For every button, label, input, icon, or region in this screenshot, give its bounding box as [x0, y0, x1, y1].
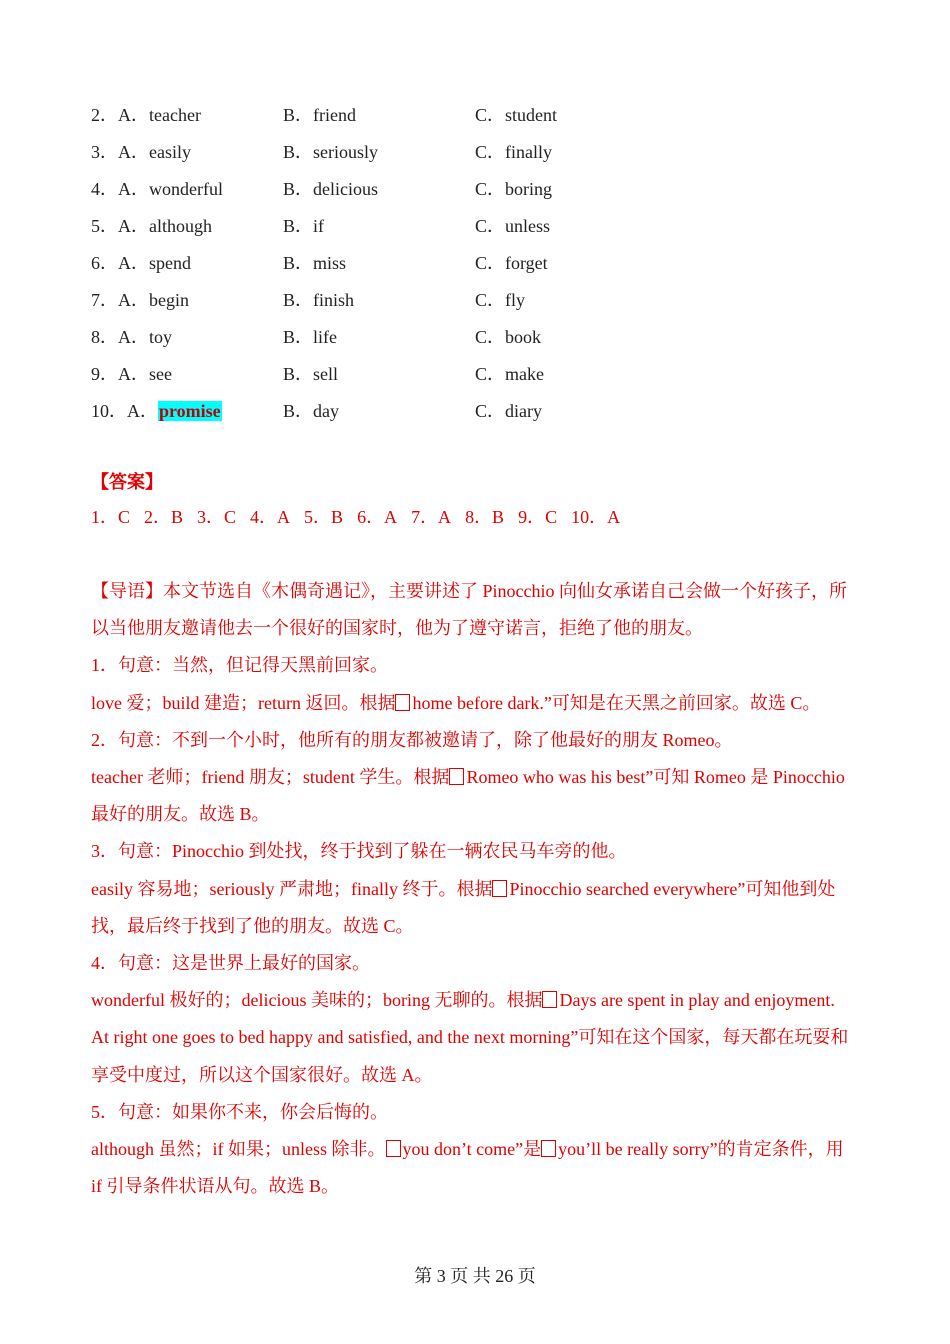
option-row — [91, 171, 871, 208]
q1-title: 1．句意：当然，但记得天黑前回家。 — [91, 655, 388, 676]
option-a: 2．A．teacher — [91, 105, 201, 125]
intro-paragraph: 【导语】本文节选自《木偶奇遇记》，主要讲述了 Pinocchio 向仙女承诺自己会做一个好孩子，所以当他朋友邀请他去一个很好的国家时，他为了遵守诺言，拒绝了他的朋友。 — [91, 581, 847, 639]
option-c: C．make — [475, 364, 544, 384]
option-c: C．unless — [475, 216, 551, 236]
option-b: B．seriously — [283, 142, 379, 162]
option-c: C．diary — [475, 401, 542, 421]
options-list — [91, 97, 871, 430]
q1-analysis-text-2: home before dark.”可知是在天黑之前回家。故选 C。 — [412, 692, 821, 713]
q2-analysis-text: teacher 老师；friend 朋友；student 学生。根据 — [91, 767, 450, 788]
q2-analysis — [91, 759, 851, 833]
option-row — [91, 282, 871, 319]
q3-analysis — [91, 871, 851, 945]
option-row — [91, 208, 871, 245]
answer-item: 3．C — [197, 507, 237, 527]
highlighted-answer: promise — [159, 401, 221, 421]
q5-analysis — [91, 1131, 851, 1205]
option-c: C．boring — [475, 179, 553, 199]
option-b: B．day — [283, 401, 339, 421]
answer-item: 9．C — [518, 507, 558, 527]
option-b: B．delicious — [283, 179, 378, 199]
option-c: C．student — [475, 105, 558, 125]
option-row — [91, 245, 871, 282]
answer-item: 10．A — [571, 507, 621, 527]
q3-analysis-text-2: Pinocchio searched everywhere”可知他到处找，最后终于找到了他的朋友。故选 C。 — [91, 878, 836, 936]
q5-analysis-text-3: you’ll be really sorry”的肯定条件，用 if 引导条件状语从句。故选 B。 — [91, 1139, 844, 1197]
missing-glyph-box — [542, 991, 557, 1008]
option-row — [91, 97, 871, 134]
option-a: 5．A．although — [91, 216, 212, 236]
answer-item: 4．A — [250, 507, 291, 527]
q2-title: 2．句意：不到一个小时，他所有的朋友都被邀请了，除了他最好的朋友 Romeo。 — [91, 729, 733, 750]
q4-analysis-text: wonderful 极好的；delicious 美味的；boring 无聊的。根据 — [91, 990, 543, 1011]
option-c: C．forget — [475, 253, 548, 273]
option-a: 8．A．toy — [91, 327, 172, 347]
q1-analysis — [91, 685, 851, 722]
option-row — [91, 319, 871, 356]
missing-glyph-box — [541, 1140, 556, 1157]
missing-glyph-box — [492, 880, 507, 897]
answer-heading: 【答案】 — [91, 472, 163, 492]
option-a: 4．A．wonderful — [91, 179, 223, 199]
q1-analysis-text: love 爱；build 建造；return 返回。根据 — [91, 692, 396, 713]
option-a: 7．A．begin — [91, 290, 189, 310]
q3-title: 3．句意：Pinocchio 到处找，终于找到了躲在一辆农民马车旁的他。 — [91, 841, 627, 862]
missing-glyph-box — [386, 1140, 401, 1157]
answer-item: 5．B — [304, 507, 344, 527]
q5-title: 5．句意：如果你不来，你会后悔的。 — [91, 1101, 388, 1122]
option-number: 10．A． — [91, 401, 158, 421]
answer-item: 8．B — [465, 507, 505, 527]
option-row — [91, 356, 871, 393]
option-c: C．book — [475, 327, 542, 347]
option-c: C．finally — [475, 142, 552, 162]
q2-analysis-text-2: Romeo who was his best”可知 Romeo 是 Pinocchio 最好的朋友。故选 B。 — [91, 767, 845, 825]
q5-analysis-text-2: you don’t come”是 — [402, 1139, 542, 1160]
option-c: C．fly — [475, 290, 526, 310]
option-b: B．friend — [283, 105, 356, 125]
option-b: B．if — [283, 216, 325, 236]
answer-item: 2．B — [144, 507, 184, 527]
q4-analysis-text-2: Days are spent in play and enjoyment. At right one goes to bed happy and satisfied, and the next morning”可知在这个国家，每天都在玩耍和享受中度过，所以这个国家很好。故选 A。 — [91, 990, 849, 1085]
option-b: B．life — [283, 327, 337, 347]
q3-analysis-text: easily 容易地；seriously 严肃地；finally 终于。根据 — [91, 878, 493, 899]
option-b: B．finish — [283, 290, 355, 310]
explanation — [91, 573, 851, 1205]
q5-analysis-text: although 虽然；if 如果；unless 除非。 — [91, 1139, 386, 1160]
option-row — [91, 393, 871, 430]
answer-item: 7．A — [411, 507, 452, 527]
answer-list — [91, 503, 634, 529]
answer-item: 1．C — [91, 507, 131, 527]
option-row — [91, 134, 871, 171]
option-a: 6．A．spend — [91, 253, 191, 273]
answer-item: 6．A — [357, 507, 398, 527]
option-a: 3．A．easily — [91, 142, 191, 162]
missing-glyph-box — [449, 768, 464, 785]
option-a — [91, 393, 222, 430]
q4-analysis — [91, 982, 851, 1094]
missing-glyph-box — [395, 694, 410, 711]
q4-title: 4．句意：这是世界上最好的国家。 — [91, 953, 370, 974]
option-a: 9．A．see — [91, 364, 172, 384]
option-b: B．miss — [283, 253, 347, 273]
page-footer: 第 3 页 共 26 页 — [414, 1266, 536, 1286]
option-b: B．sell — [283, 364, 339, 384]
